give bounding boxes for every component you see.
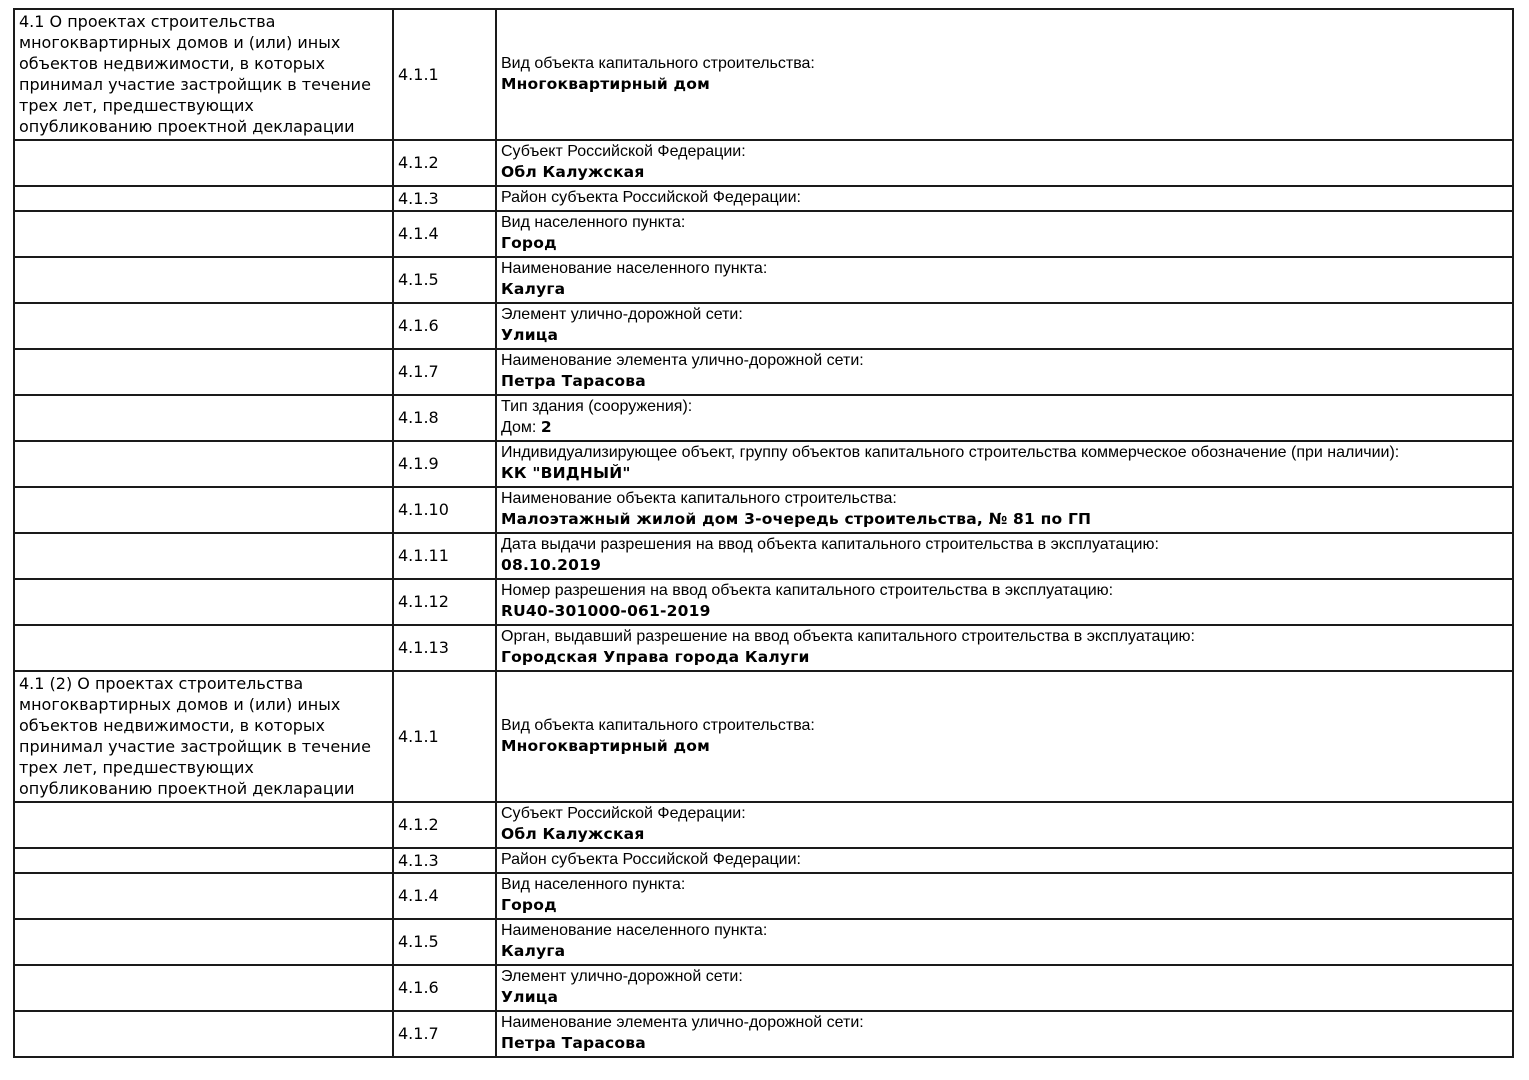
field-label: Номер разрешения на ввод объекта капитального строительства в эксплуатацию: [501, 582, 1114, 599]
table-row [14, 349, 1513, 395]
item-number-cell: 4.1.13 [393, 625, 496, 671]
empty-description-cell [14, 873, 393, 919]
field-value [501, 325, 1508, 346]
field-value [501, 555, 1508, 576]
item-number-cell: 4.1.6 [393, 965, 496, 1011]
field-label: Наименование объекта капитального строительства: [501, 490, 897, 507]
item-content-cell [496, 671, 1513, 802]
item-number-cell: 4.1.7 [393, 349, 496, 395]
field-value-text: Многоквартирный дом [501, 74, 710, 93]
table-row [14, 140, 1513, 186]
field-label: Элемент улично-дорожной сети: [501, 968, 743, 985]
item-content-cell [496, 349, 1513, 395]
field-value-text: Улица [501, 988, 559, 1006]
empty-description-cell [14, 487, 393, 533]
table-row [14, 487, 1513, 533]
empty-description-cell [14, 441, 393, 487]
table-row [14, 625, 1513, 671]
field-value-prefix: Дом: [501, 419, 541, 436]
section-header-cell: 4.1 (2) О проектах строительства многоквартирных домов и (или) иных объектов недвижимости, в которых принимал участие застройщик в течение трех лет, предшествующих опубликованию проектной декларации [14, 671, 393, 802]
field-label: Вид объекта капитального строительства: [501, 716, 815, 734]
field-value-text: КК "ВИДНЫЙ" [501, 464, 631, 482]
field-label: Элемент улично-дорожной сети: [501, 306, 743, 323]
table-row [14, 802, 1513, 848]
table-row [14, 671, 1513, 802]
empty-description-cell [14, 848, 393, 873]
table-row [14, 257, 1513, 303]
field-value-text: Петра Тарасова [501, 1034, 646, 1052]
field-value [501, 647, 1508, 668]
field-label: Вид населенного пункта: [501, 876, 686, 893]
table-row [14, 848, 1513, 873]
item-number-cell: 4.1.7 [393, 1011, 496, 1057]
table-row [14, 441, 1513, 487]
declaration-table [13, 8, 1514, 1058]
item-content-cell [496, 140, 1513, 186]
item-content-cell [496, 395, 1513, 441]
field-value [501, 824, 1508, 845]
empty-description-cell [14, 533, 393, 579]
field-label: Субъект Российской Федерации: [501, 143, 746, 160]
empty-description-cell [14, 625, 393, 671]
field-value-text: 2 [540, 418, 552, 436]
item-content-cell [496, 579, 1513, 625]
empty-description-cell [14, 186, 393, 211]
item-number-cell: 4.1.5 [393, 919, 496, 965]
field-label: Район субъекта Российской Федерации: [501, 851, 801, 868]
field-value [501, 987, 1508, 1008]
field-label: Наименование элемента улично-дорожной сети: [501, 1014, 864, 1031]
field-value-text: Многоквартирный дом [501, 736, 710, 755]
field-label: Наименование элемента улично-дорожной сети: [501, 352, 864, 369]
item-content-cell [496, 186, 1513, 211]
field-value-text: Город [501, 234, 557, 252]
table-row [14, 303, 1513, 349]
item-content-cell [496, 441, 1513, 487]
field-value-text: Обл Калужская [501, 825, 645, 843]
item-number-cell: 4.1.12 [393, 579, 496, 625]
empty-description-cell [14, 257, 393, 303]
empty-description-cell [14, 140, 393, 186]
empty-description-cell [14, 395, 393, 441]
table-row [14, 186, 1513, 211]
item-content-cell [496, 533, 1513, 579]
item-number-cell: 4.1.2 [393, 140, 496, 186]
field-label: Вид объекта капитального строительства: [501, 54, 815, 72]
item-content-cell [496, 848, 1513, 873]
table-row [14, 533, 1513, 579]
item-content-cell [496, 9, 1513, 140]
field-value-text: Город [501, 896, 557, 914]
table-row [14, 873, 1513, 919]
item-number-cell: 4.1.9 [393, 441, 496, 487]
empty-description-cell [14, 965, 393, 1011]
field-label: Вид населенного пункта: [501, 214, 686, 231]
item-content-cell [496, 257, 1513, 303]
item-number-cell: 4.1.8 [393, 395, 496, 441]
table-row [14, 1011, 1513, 1057]
field-value [501, 417, 1508, 438]
field-value [501, 74, 1508, 95]
item-content-cell [496, 802, 1513, 848]
field-value-text: Калуга [501, 942, 566, 960]
field-label: Индивидуализирующее объект, группу объектов капитального строительства коммерческое обозначение (при наличии): [501, 444, 1400, 461]
field-value-text: Улица [501, 326, 559, 344]
item-number-cell: 4.1.6 [393, 303, 496, 349]
field-value [501, 736, 1508, 757]
field-value [501, 941, 1508, 962]
empty-description-cell [14, 211, 393, 257]
empty-description-cell [14, 579, 393, 625]
item-number-cell: 4.1.3 [393, 186, 496, 211]
empty-description-cell [14, 349, 393, 395]
field-label: Орган, выдавший разрешение на ввод объекта капитального строительства в эксплуатацию: [501, 628, 1195, 645]
declaration-table-body [14, 9, 1513, 1057]
field-label: Дата выдачи разрешения на ввод объекта капитального строительства в эксплуатацию: [501, 536, 1159, 553]
item-content-cell [496, 919, 1513, 965]
item-number-cell: 4.1.10 [393, 487, 496, 533]
empty-description-cell [14, 802, 393, 848]
item-content-cell [496, 487, 1513, 533]
empty-description-cell [14, 919, 393, 965]
item-content-cell [496, 303, 1513, 349]
field-value [501, 279, 1508, 300]
item-content-cell [496, 965, 1513, 1011]
empty-description-cell [14, 303, 393, 349]
item-number-cell: 4.1.4 [393, 873, 496, 919]
item-number-cell: 4.1.1 [393, 9, 496, 140]
field-value-text: Калуга [501, 280, 566, 298]
table-row [14, 9, 1513, 140]
field-value [501, 162, 1508, 183]
item-number-cell: 4.1.11 [393, 533, 496, 579]
item-number-cell: 4.1.4 [393, 211, 496, 257]
field-label: Наименование населенного пункта: [501, 260, 768, 277]
field-value [501, 233, 1508, 254]
table-row [14, 395, 1513, 441]
field-value [501, 509, 1508, 530]
table-row [14, 211, 1513, 257]
field-value [501, 371, 1508, 392]
field-value-text: Городская Управа города Калуги [501, 648, 810, 666]
table-row [14, 919, 1513, 965]
item-content-cell [496, 1011, 1513, 1057]
field-label: Район субъекта Российской Федерации: [501, 189, 801, 206]
empty-description-cell [14, 1011, 393, 1057]
field-value-text: Обл Калужская [501, 163, 645, 181]
field-label: Тип здания (сооружения): [501, 398, 693, 415]
item-number-cell: 4.1.3 [393, 848, 496, 873]
field-value-text: RU40-301000-061-2019 [501, 602, 711, 620]
item-content-cell [496, 211, 1513, 257]
section-header-cell: 4.1 О проектах строительства многоквартирных домов и (или) иных объектов недвижимости, в которых принимал участие застройщик в течение трех лет, предшествующих опубликованию проектной декларации [14, 9, 393, 140]
field-value [501, 601, 1508, 622]
field-value [501, 463, 1508, 484]
field-value [501, 1033, 1508, 1054]
field-value-text: Малоэтажный жилой дом 3-очередь строительства, № 81 по ГП [501, 510, 1092, 528]
item-content-cell [496, 625, 1513, 671]
table-row [14, 965, 1513, 1011]
table-row [14, 579, 1513, 625]
item-content-cell [496, 873, 1513, 919]
field-value [501, 895, 1508, 916]
field-value-text: Петра Тарасова [501, 372, 646, 390]
field-label: Наименование населенного пункта: [501, 922, 768, 939]
item-number-cell: 4.1.5 [393, 257, 496, 303]
field-label: Субъект Российской Федерации: [501, 805, 746, 822]
item-number-cell: 4.1.1 [393, 671, 496, 802]
field-value-text: 08.10.2019 [501, 556, 602, 574]
item-number-cell: 4.1.2 [393, 802, 496, 848]
